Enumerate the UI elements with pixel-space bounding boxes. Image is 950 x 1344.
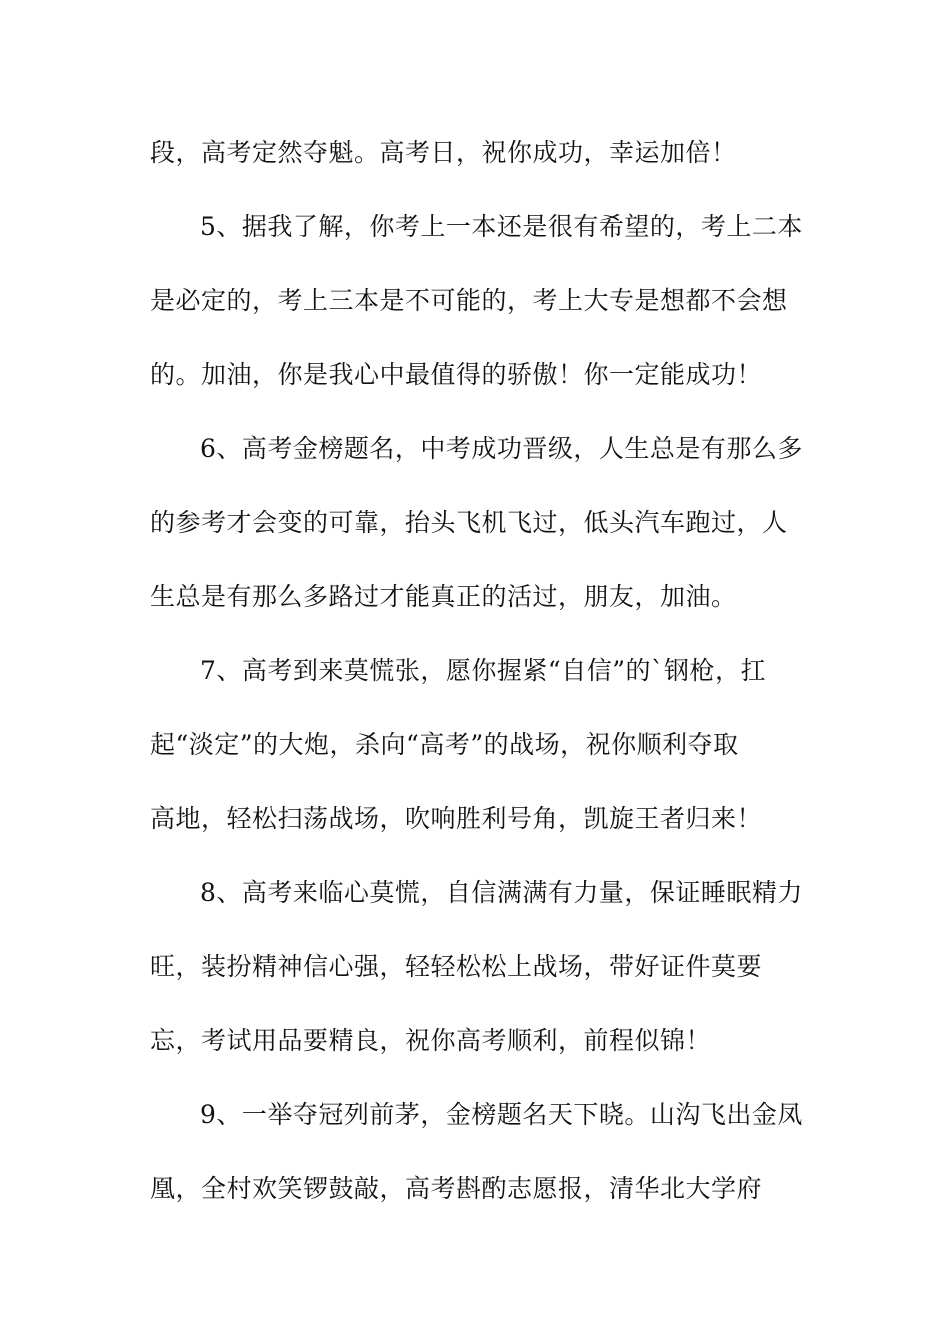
- text-line: 段，高考定然夺魁。高考日，祝你成功，幸运加倍！: [150, 138, 737, 167]
- text-line: 起“淡定”的大炮，杀向“高考”的战场，祝你顺利夺取: [150, 730, 739, 759]
- text-line: 忘，考试用品要精良，祝你高考顺利，前程似锦！: [150, 1026, 712, 1055]
- text-line: 生总是有那么多路过才能真正的活过，朋友，加油。: [150, 582, 737, 611]
- paragraph-5-line-1: 5、据我了解，你考上一本还是很有希望的，考上二本: [200, 212, 803, 241]
- text-line: 凰，全村欢笑锣鼓敲，高考斟酌志愿报，清华北大学府: [150, 1174, 763, 1203]
- paragraph-9-line-1: 9、一举夺冠列前茅，金榜题名天下晓。山沟飞出金凤: [200, 1100, 803, 1129]
- text-line: 是必定的，考上三本是不可能的，考上大专是想都不会想: [150, 286, 788, 315]
- text-line: 旺，装扮精神信心强，轻轻松松上战场，带好证件莫要: [150, 952, 763, 981]
- text-line: 高地，轻松扫荡战场，吹响胜利号角，凯旋王者归来！: [150, 804, 763, 833]
- text-line: 的参考才会变的可靠，抬头飞机飞过，低头汽车跑过，人: [150, 508, 788, 537]
- paragraph-7-line-1: 7、高考到来莫慌张，愿你握紧“自信”的`钢枪，扛: [200, 656, 766, 685]
- text-line: 的。加油，你是我心中最值得的骄傲！你一定能成功！: [150, 360, 763, 389]
- paragraph-8-line-1: 8、高考来临心莫慌，自信满满有力量，保证睡眠精力: [200, 878, 803, 907]
- paragraph-6-line-1: 6、高考金榜题名，中考成功晋级，人生总是有那么多: [200, 434, 803, 463]
